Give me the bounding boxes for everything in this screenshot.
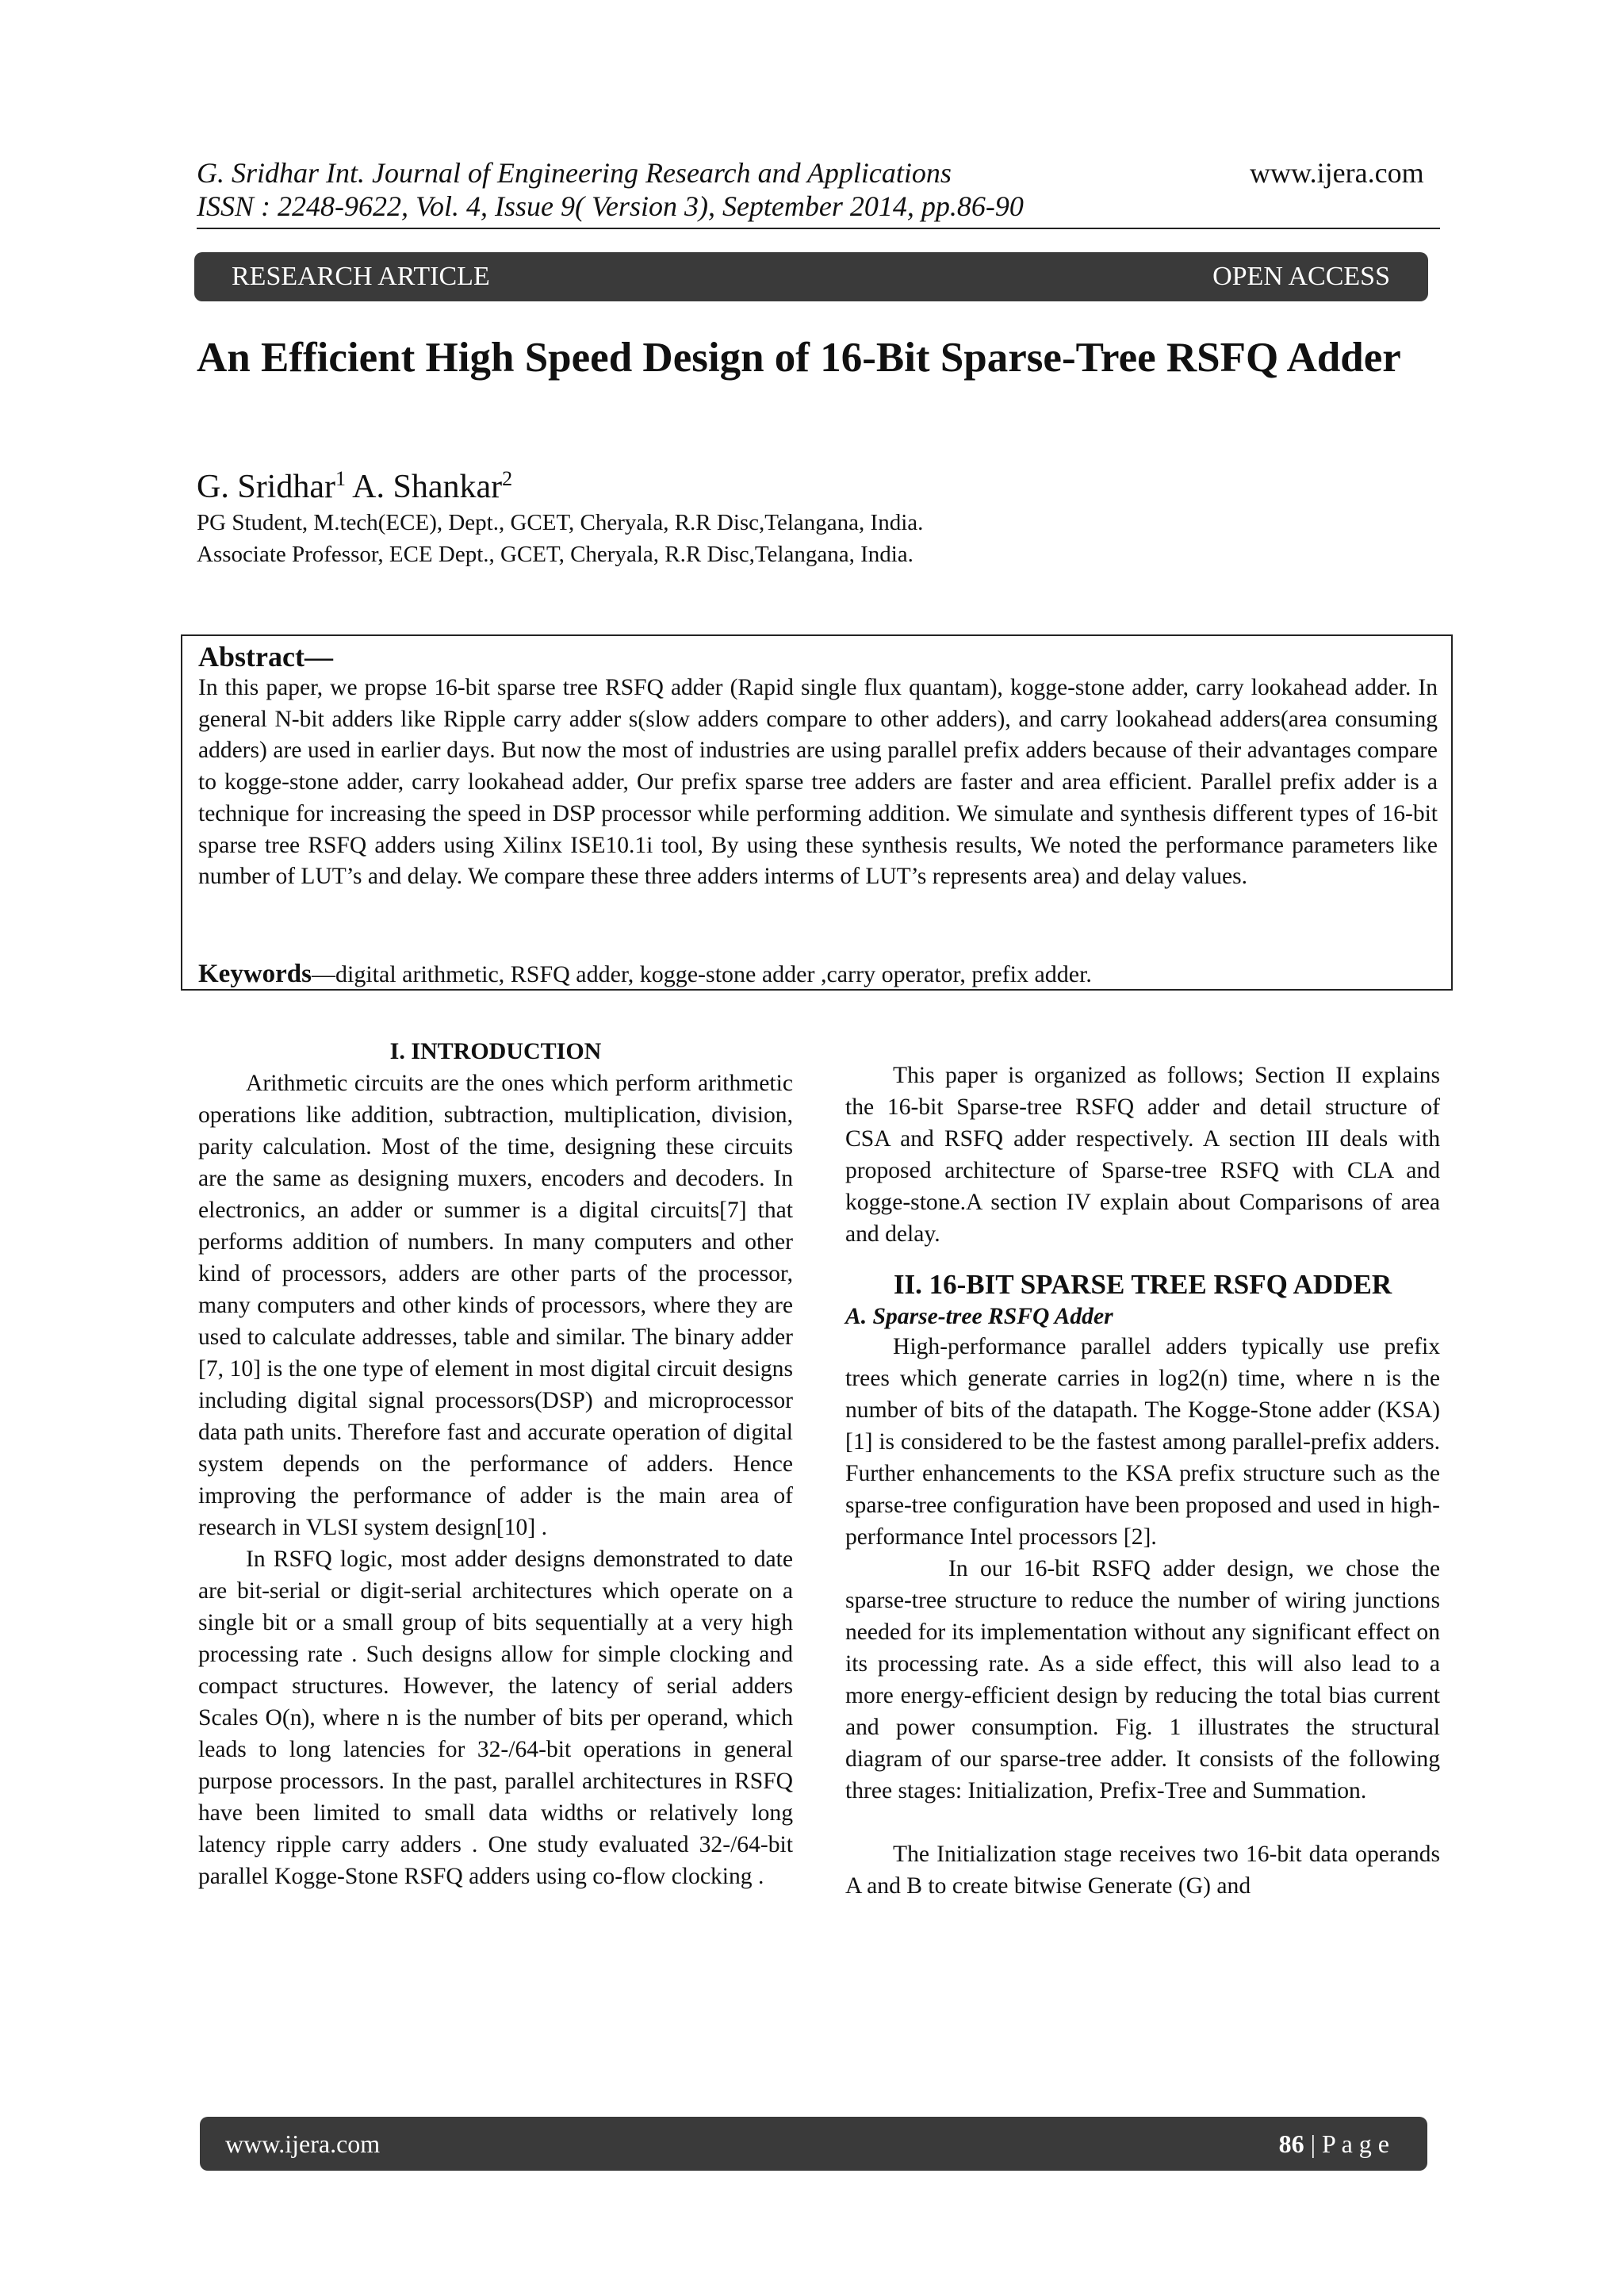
footer-website: www.ijera.com <box>225 2129 381 2158</box>
paragraph: This paper is organized as follows; Section II explains the 16-bit Sparse-tree RSFQ adder and detail structure of CSA and RSFQ adder respectively. A section III deals with proposed architecture of Sparse-tree RSFQ with CLA and kogge-stone.A section IV explain about Comparisons of area and delay. <box>845 1063 1593 1247</box>
section-heading-introduction: I. INTRODUCTION <box>389 1038 602 1064</box>
paragraph: In our 16-bit RSFQ adder design, we chose the sparse-tree structure to reduce the number of wiring junctions needed for its implementation without any significant effect on its processing rate. As a side effect, this will also lead to a more energy-efficient design by reducing the total bias current and power consumption. Fig. 1 illustrates the structural diagram of our sparse-tree adder. It consists of the following three stages: Initialization, Prefix-Tree and Summation. <box>845 1556 1440 1803</box>
paragraph: High-performance parallel adders typically use prefix trees which generate carries in log2(n) time, where n is the number of bits of the datapath. The Kogge-Stone adder (KSA) [1] is considered to be the fastest among parallel-prefix adders. Further enhancements to the KSA prefix structure such as the sparse-tree configuration have been proposed and used in high-performance Intel processors [2]. <box>845 1334 1440 1550</box>
keywords-label: Keywords <box>198 960 312 988</box>
header-divider <box>197 228 1440 229</box>
section-heading-sparse-tree: II. 16-BIT SPARSE TREE RSFQ ADDER <box>893 1269 1392 1300</box>
affiliation-mark: 1 <box>335 467 346 490</box>
abstract-text: In this paper, we propse 16-bit sparse tree RSFQ adder (Rapid single flux quantam), kogge-stone adder, carry lookahead adder. In general N-bit adders like Ripple carry adder s(slow adders compare to other adders), and carry lookahead adders(area consuming adders) are used in earlier days. But now the most of industries are using parallel prefix adders because of their advantages compare to kogge-stone adder, carry lookahead adder, Our prefix sparse tree adders are faster and area efficient. Parallel prefix adder is a technique for increasing the speed in DSP processor while performing addition. We simulate and synthesis different types of 16-bit sparse tree RSFQ adders using Xilinx ISE10.1i tool, By using these synthesis results, We noted the performance parameters like number of LUT’s and delay. We compare these three adders interms of LUT’s represents area) and delay values. <box>198 675 1438 890</box>
website-header: www.ijera.com <box>1250 157 1424 189</box>
article-type-label: RESEARCH ARTICLE <box>232 262 490 291</box>
affiliation-mark: 2 <box>502 467 513 490</box>
keywords-text: —digital arithmetic, RSFQ adder, kogge-stone adder ,carry operator, prefix adder. <box>312 961 1092 987</box>
keywords-line <box>198 958 1092 991</box>
right-column <box>845 1060 1593 1902</box>
affiliation-1: PG Student, M.tech(ECE), Dept., GCET, Cheryala, R.R Disc,Telangana, India. <box>197 510 924 535</box>
author-list <box>197 458 512 508</box>
page-number: 86 | P a g e <box>1278 2129 1389 2158</box>
article-banner <box>194 252 1428 301</box>
paper-title: An Efficient High Speed Design of 16-Bit Sparse-Tree RSFQ Adder <box>197 335 1401 381</box>
abstract-heading: Abstract— <box>198 641 333 673</box>
journal-header: G. Sridhar Int. Journal of Engineering Research and Applications <box>197 157 952 189</box>
paragraph: In RSFQ logic, most adder designs demonstrated to date are bit-serial or digit-serial architectures which operate on a single bit or a small group of bits sequentially at a very high processing rate . Such designs allow for simple clocking and compact structures. However, the latency of serial adders Scales O(n), where n is the number of bits per operand, which leads to long latencies for 32-/64-bit operations in general purpose processors. In the past, parallel architectures in RSFQ have been limited to small data widths or relatively long latency ripple carry adders . One study evaluated 32-/64-bit parallel Kogge-Stone RSFQ adders using co-flow clocking . <box>198 1547 793 1889</box>
author-name: A. Shankar <box>345 469 503 505</box>
author-name: G. Sridhar <box>197 469 335 505</box>
paragraph: Arithmetic circuits are the ones which perform arithmetic operations like addition, subtraction, multiplication, division, parity calculation. Most of the time, designing these circuits are the same as designing muxers, encoders and decoders. In electronics, an adder or summer is a digital circuits[7] that performs addition of numbers. In many computers and other kind of processors, adders are other parts of the processor, many computers and other kinds of processors, where they are used to calculate addresses, table and similar. The binary adder [7, 10] is the one type of element in most digital circuit designs including digital signal processors(DSP) and microprocessor data path units. Therefore fast and accurate operation of digital system depends on the performance of adders. Hence improving the performance of adder is the main area of research in VLSI system design[10] . <box>198 1071 793 1540</box>
subsection-heading: A. Sparse-tree RSFQ Adder <box>845 1304 1113 1329</box>
access-label: OPEN ACCESS <box>1212 262 1390 291</box>
paragraph: The Initialization stage receives two 16-bit data operands A and B to create bitwise Generate (G) and <box>845 1842 1440 1899</box>
affiliation-2: Associate Professor, ECE Dept., GCET, Cheryala, R.R Disc,Telangana, India. <box>197 542 914 567</box>
page-footer <box>200 2117 1427 2171</box>
issn-header: ISSN : 2248-9622, Vol. 4, Issue 9( Version 3), September 2014, pp.86-90 <box>197 190 1024 222</box>
left-column <box>198 1036 793 1892</box>
